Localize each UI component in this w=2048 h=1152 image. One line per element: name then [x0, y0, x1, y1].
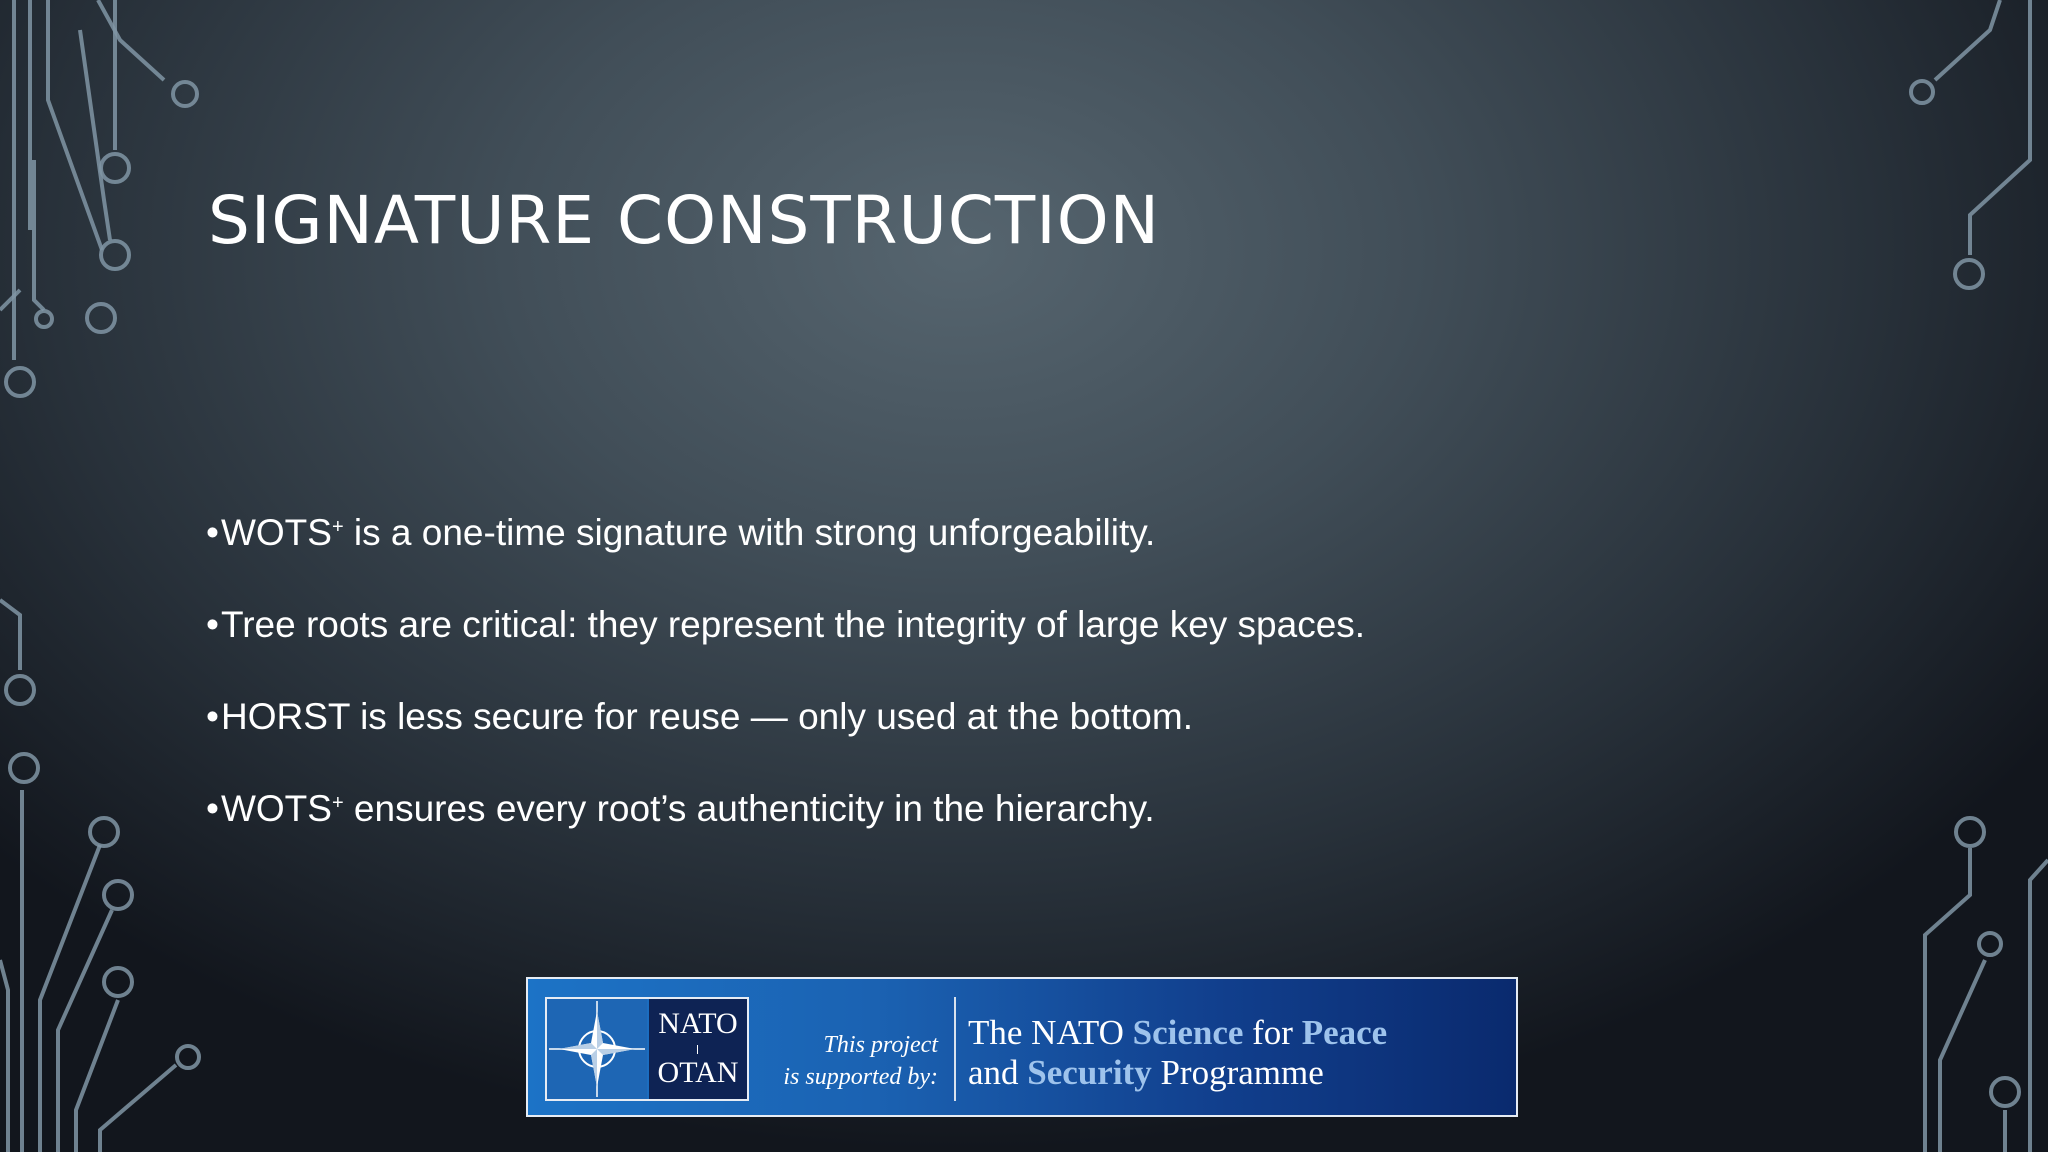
programme-line-2: [968, 1053, 1387, 1093]
bullet-lead: WOTS: [220, 788, 332, 829]
bullet-rest: ensures every root’s authenticity in the hierarchy.: [343, 788, 1155, 829]
programme-text: Programme: [1151, 1053, 1324, 1092]
bullet-item: [206, 788, 1365, 880]
programme-text: for: [1243, 1013, 1302, 1052]
programme-text: and: [968, 1053, 1028, 1092]
slide-title: SIGNATURE CONSTRUCTION: [208, 182, 1161, 259]
supported-line-2: is supported by:: [783, 1064, 938, 1090]
supported-by-text: [783, 1029, 938, 1093]
bullet-marker: •: [206, 696, 219, 737]
bullet-item: [206, 604, 1365, 696]
bullet-list: [206, 512, 1365, 880]
programme-highlight: Science: [1132, 1013, 1244, 1052]
programme-highlight: Peace: [1301, 1013, 1388, 1052]
nato-compass-star-icon: [547, 999, 647, 1099]
programme-highlight: Security: [1027, 1053, 1152, 1092]
logo-otan-text: OTAN: [657, 1056, 739, 1089]
bullet-lead: WOTS: [220, 512, 332, 553]
logo-nato-text: NATO: [658, 1007, 738, 1040]
nato-sps-banner: [526, 977, 1518, 1117]
programme-name: [968, 1013, 1387, 1093]
bullet-item: [206, 696, 1365, 788]
logo-separator: [697, 1045, 698, 1054]
bullet-item: [206, 512, 1365, 604]
banner-divider: [954, 997, 956, 1101]
bullet-marker: •: [206, 512, 219, 553]
bullet-lead: Tree roots are critical: they represent the integrity of large key spaces.: [220, 604, 1366, 645]
bullet-superscript: +: [331, 792, 344, 814]
programme-text: The NATO: [968, 1013, 1133, 1052]
programme-line-1: [968, 1013, 1387, 1053]
bullet-rest: is a one-time signature with strong unforgeability.: [343, 512, 1156, 553]
supported-line-1: This project: [823, 1032, 938, 1058]
nato-logo-wordmark: [649, 999, 747, 1099]
bullet-superscript: +: [331, 516, 344, 538]
nato-logo: [545, 997, 749, 1101]
bullet-marker: •: [206, 788, 219, 829]
bullet-lead: HORST is less secure for reuse — only used at the bottom.: [220, 696, 1193, 737]
bullet-marker: •: [206, 604, 219, 645]
